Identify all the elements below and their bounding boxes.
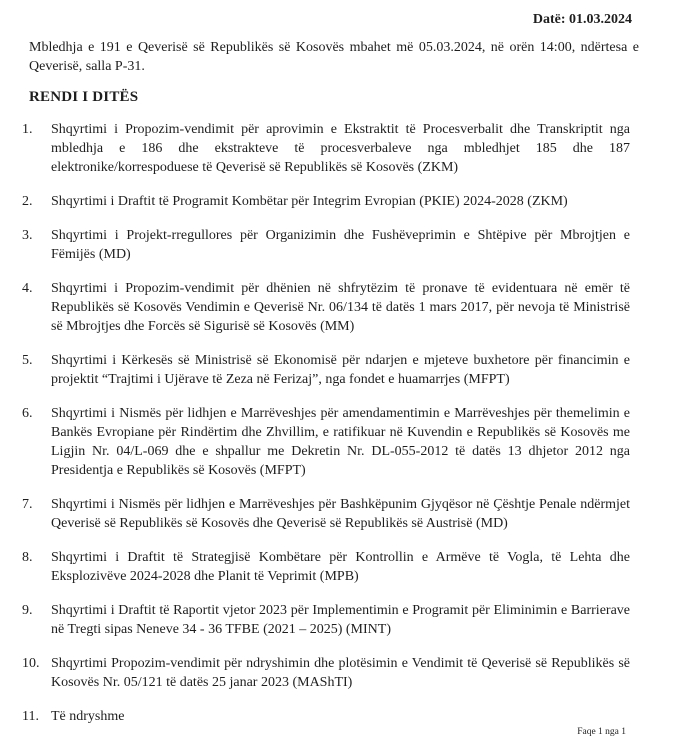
item-text: Shqyrtimi i Nismës për lidhjen e Marrëveshjes për amendamentimin e Marrëveshjes për themelimin e Bankës Evropiane për Rindërtim dhe Zhvillim, e ratifikuar në Kuvendin e Republikës së Kosovës me Ligjin Nr. 04/L-069 dhe e shpallur me Dekretin Nr. DL-055-2012 të datës 13 dhjetor 2012 nga Presidentja e Republikës së Kosovës (MFPT) — [51, 406, 630, 478]
agenda-item — [22, 120, 630, 177]
item-number: 2. — [22, 194, 33, 209]
item-number: 4. — [22, 281, 33, 296]
agenda-item — [22, 601, 630, 639]
item-text: Të ndryshme — [51, 709, 125, 724]
item-text: Shqyrtimi i Propozim-vendimit për dhënien në shfrytëzim të pronave të evidentuara në emër të Republikës së Kosovës Vendimin e Qeverisë Nr. 06/134 të datës 1 mars 2017, për nevoja të Ministrisë së Mbrojtjes dhe Forcës së Sigurisë së Kosovës (MM) — [51, 281, 630, 334]
agenda-item — [22, 495, 630, 533]
agenda-item — [22, 192, 630, 211]
item-text: Shqyrtimi i Propozim-vendimit për aprovimin e Ekstraktit të Procesverbalit dhe Transkriptit nga mbledhja e 186 dhe ekstrakteve të procesverbaleve nga mbledhjet 185 dhe 187 elektronike/korrespoduese të Qeverisë së Republikës së Kosovës (ZKM) — [51, 122, 630, 175]
agenda-item — [22, 226, 630, 264]
item-text: Shqyrtimi i Nismës për lidhjen e Marrëveshjes për Bashkëpunim Gjyqësor në Çështje Penale ndërmjet Qeverisë së Republikës së Kosovës dhe Qeverisë së Republikës së Austrisë (MD) — [51, 497, 630, 531]
agenda-list — [22, 120, 630, 741]
item-number: 5. — [22, 353, 33, 368]
item-text: Shqyrtimi Propozim-vendimit për ndryshimin dhe plotësimin e Vendimit të Qeverisë së Republikës së Kosovës Nr. 05/121 të datës 25 janar 2023 (MAShTI) — [51, 656, 630, 690]
item-number: 10. — [22, 656, 40, 671]
agenda-item — [22, 548, 630, 586]
agenda-item — [22, 351, 630, 389]
item-number: 9. — [22, 603, 33, 618]
item-text: Shqyrtimi i Draftit të Raportit vjetor 2023 për Implementimin e Programit për Eliminimin e Barrierave në Tregti sipas Neneve 34 - 36 TFBE (2021 – 2025) (MINT) — [51, 603, 630, 637]
document-date: Datë: 01.03.2024 — [532, 12, 632, 27]
agenda-item — [22, 279, 630, 336]
meeting-intro: Mbledhja e 191 e Qeverisë së Republikës së Kosovës mbahet më 05.03.2024, në orën 14:00, ndërtesa e Qeverisë, salla P-31. — [29, 40, 639, 74]
item-text: Shqyrtimi i Draftit të Strategjisë Kombëtare për Kontrollin e Armëve të Vogla, të Lehta dhe Eksplozivëve 2024-2028 dhe Planit të Veprimit (MPB) — [51, 550, 630, 584]
agenda-title: RENDI I DITËS — [29, 89, 139, 105]
item-number: 7. — [22, 497, 33, 512]
agenda-item — [22, 707, 630, 726]
item-number: 11. — [22, 709, 39, 724]
item-text: Shqyrtimi i Projekt-rregullores për Organizimin dhe Fushëveprimin e Shtëpive për Mbrojtjen e Fëmijës (MD) — [51, 228, 630, 262]
item-number: 8. — [22, 550, 33, 565]
item-number: 1. — [22, 122, 33, 137]
item-number: 6. — [22, 406, 33, 421]
item-text: Shqyrtimi i Draftit të Programit Kombëtar për Integrim Evropian (PKIE) 2024-2028 (ZKM) — [51, 194, 568, 209]
agenda-item — [22, 654, 630, 692]
item-text: Shqyrtimi i Kërkesës së Ministrisë së Ekonomisë për ndarjen e mjeteve buxhetore për financimin e projektit “Trajtimi i Ujërave të Zeza në Ferizaj”, nga fondet e huamarrjes (MFPT) — [51, 353, 630, 387]
agenda-item — [22, 404, 630, 480]
page-number: Faqe 1 nga 1 — [577, 727, 626, 737]
item-number: 3. — [22, 228, 33, 243]
